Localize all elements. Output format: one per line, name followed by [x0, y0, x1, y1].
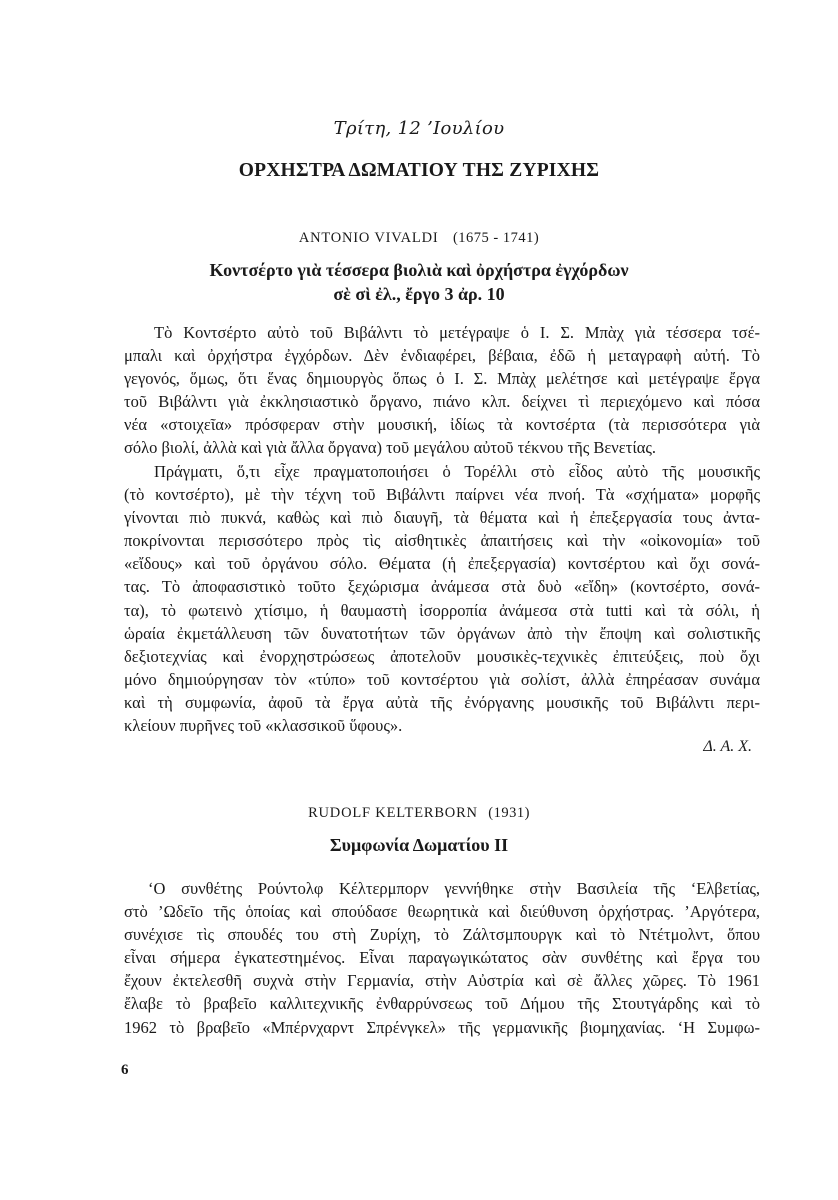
composer-years: (1931) — [488, 805, 530, 821]
text-line: γεγονός, ὅμως, ὅτι ἕνας δημιουργὸς ὅπως ὁ Ι. Σ. Μπὰχ μελέτησε καὶ μετέγραψε ἔργα — [124, 369, 760, 389]
text-line: ὡραία ἐκμετάλλευση τῶν δυνατοτήτων τῶν ὀργάνων ἀπὸ τὴν ἔποψη καὶ σολιστικῆς — [124, 623, 760, 643]
text-line: ποκρίνονται περισσότερο πρὸς τὶς αἰσθητικὲς ἀπαιτήσεις καὶ τὴν «οἰκονομία» τοῦ — [124, 531, 760, 551]
orchestra-heading: ΟΡΧΗΣΤΡΑ ΔΩΜΑΤΙΟΥ ΤΗΣ ΖΥΡΙΧΗΣ — [238, 160, 600, 181]
text-line: Πράγματι, ὅ,τι εἶχε πραγματοποιήσει ὁ Τορέλλι στὸ εἶδος αὐτὸ τῆς μουσικῆς — [154, 462, 760, 481]
text-line: ἔχουν ἐκτελεσθῆ συχνὰ στὴν Γερμανία, στὴν Αὐστρία καὶ σὲ ἄλλες χῶρες. Τὸ 1961 — [124, 971, 760, 991]
text-line: εἶναι σήμερα ἐγκατεστημένος. Εἶναι παραγωγικώτατος σὰν συνθέτης καὶ ἔργα του — [124, 948, 760, 968]
concert-date: Τρίτη, 12 ’Ιουλίου — [333, 118, 505, 139]
text-line: «εἴδους» καὶ τοῦ ὀργάνου σόλο. Θέματα (ἡ ἐπεξεργασία) κοντσέρτου καὶ ὄχι σονά- — [124, 554, 760, 574]
paragraph-kelterborn — [124, 877, 760, 1039]
page-number: 6 — [121, 1062, 129, 1078]
text-line: καὶ τὴ συμφωνία, ἀφοῦ τὰ ἔργα αὐτὰ τῆς ἐνόργανης μουσικῆς τοῦ Βιβάλντι περι- — [124, 692, 760, 712]
text-line: τας. Τὸ ἀποφασιστικὸ τοῦτο ξεχώρισμα ἀνάμεσα στὰ δυὸ «εἴδη» (κοντσέρτο, σονά- — [124, 577, 760, 597]
text-line: συνέχισε τὶς σπουδές του στὴ Ζυρίχη, τὸ Ζάλτσμπουργκ καὶ τὸ Ντέτμολντ, ὅπου — [124, 925, 760, 945]
work-title-kelterborn: Συμφωνία Δωματίου ΙΙ — [329, 835, 509, 855]
work-title-vivaldi — [0, 258, 838, 306]
work-title-line: σὲ σὶ ἐλ., ἔργο 3 ἀρ. 10 — [333, 284, 505, 304]
paragraph-vivaldi-1 — [124, 321, 760, 460]
composer-vivaldi — [0, 230, 838, 247]
paragraph-vivaldi-2 — [124, 460, 760, 737]
composer-years: (1675 - 1741) — [452, 230, 540, 246]
text-line: Τὸ Κοντσέρτο αὐτὸ τοῦ Βιβάλντι τὸ μετέγραψε ὁ Ι. Σ. Μπὰχ γιὰ τέσσερα τσέ- — [154, 323, 760, 342]
composer-name: ANTONIO VIVALDI — [298, 230, 439, 246]
text-line: δεξιοτεχνίας καὶ ἐνορχηστρώσεως ἀποτελοῦν μουσικὲς-τεχνικὲς ἐπιτεύξεις, ποὺ ὄχι — [124, 646, 760, 666]
text-line: τοῦ Βιβάλντι γιὰ ἐκκλησιαστικὸ ὄργανο, πιάνο κλπ. δείχνει τὶ περιεχόμενο καὶ πόσα — [124, 392, 760, 412]
text-line: σόλο βιολί, ἀλλὰ καὶ γιὰ ἄλλα ὄργανα) τοῦ μεγάλου αὐτοῦ τέκνου τῆς Βενετίας. — [124, 438, 657, 458]
text-line: κλείουν πυρῆνες τοῦ «κλασσικοῦ ὕφους». — [124, 716, 403, 736]
text-line: 1962 τὸ βραβεῖο «Μπέρνχαρντ Σπρένγκελ» τῆς γερμανικῆς βιομηχανίας. ‘Η Συμφω- — [124, 1017, 760, 1037]
text-line: νέα «στοιχεῖα» πρόσφεραν στὴν μουσική, ἰδίως τὰ κοντσέρτα (τὰ περισσότερα γιὰ — [124, 415, 760, 435]
text-line: (τὸ κοντσέρτο), μὲ τὴν τέχνη τοῦ Βιβάλντι παίρνει νέα πνοή. Τὰ «σχήματα» μορφῆς — [124, 485, 760, 505]
author-signature: Δ. Α. Χ. — [703, 738, 752, 755]
text-line: στὸ ’Ωδεῖο τῆς ὁποίας καὶ σπούδασε θεωρητικὰ καὶ διεύθυνση ὀρχήστρας. ’Αργότερα, — [124, 902, 760, 922]
text-line: ‘Ο συνθέτης Ρούντολφ Κέλτερμπορν γεννήθηκε στὴν Βασιλεία τῆς ‘Ελβετίας, — [148, 879, 760, 898]
text-line: ἔλαβε τὸ βραβεῖο καλλιτεχνικῆς ἐνθαρρύνσεως τοῦ Δήμου τῆς Στουτγάρδης καὶ τὸ — [124, 994, 760, 1014]
composer-name: RUDOLF KELTERBORN — [308, 805, 478, 821]
text-line: τα), τὸ φωτεινὸ χτίσιμο, ἡ θαυμαστὴ ἰσορροπία ἀνάμεσα στὰ tutti καὶ τὰ σόλι, ἡ — [124, 600, 760, 620]
text-line: μπαλι καὶ ὀρχήστρα ἐγχόρδων. Δὲν ἐνδιαφέρει, βέβαια, ἐδῶ ἡ μεταγραφὴ αὐτή. Τὸ — [124, 346, 760, 366]
composer-kelterborn — [0, 805, 838, 822]
work-title-line: Κοντσέρτο γιὰ τέσσερα βιολιὰ καὶ ὀρχήστρα ἐγχόρδων — [209, 260, 629, 280]
text-line: γίνονται πιὸ πυκνά, καθὼς καὶ πιὸ διαυγῆ, τὰ θέματα καὶ ἡ ἐπεξεργασία τους ἀντα- — [124, 508, 760, 528]
text-line: μόνο δημιούργησαν τὸν «τύπο» τοῦ κοντσέρτου γιὰ σολίστ, ἀλλὰ ἐπηρέασαν συνάμα — [124, 669, 760, 689]
